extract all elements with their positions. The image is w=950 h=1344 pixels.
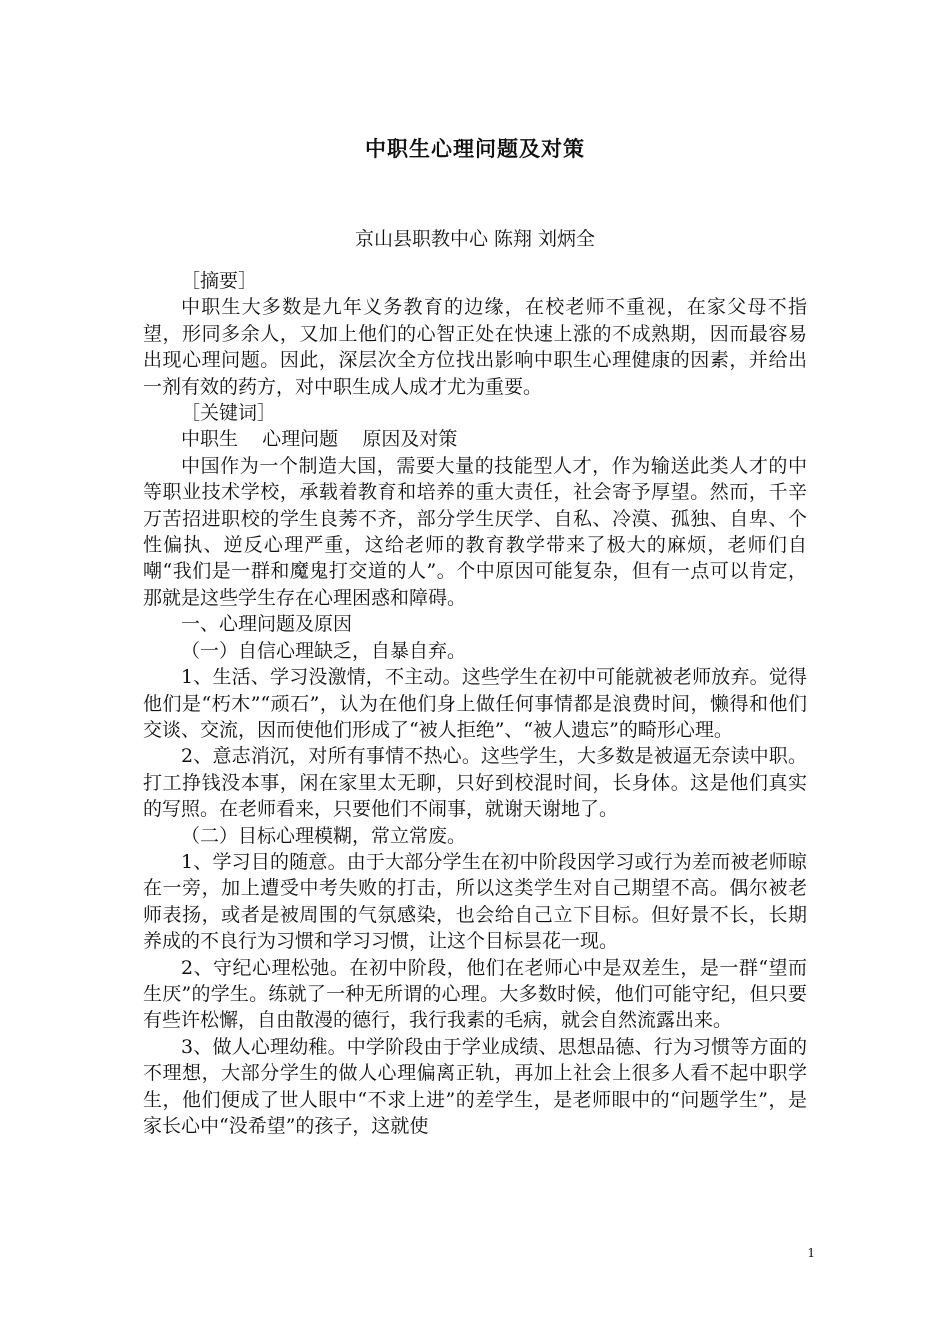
subsection-heading: （二）目标心理模糊，常立常废。 [181,824,467,847]
body-paragraph: 1、学习目的随意。由于大部分学生在初中阶段因学习或行为差而被老师晾在一旁，加上遭受中考失败的打击，所以这类学生对自己期望不高。偶尔被老师表扬，或者是被周围的气氛感染，也会给自己立下目标。但好景不长，长期养成的不良行为习惯和学习习惯，让这个目标昙花一现。 [143,850,807,953]
body-paragraph: 2、守纪心理松弛。在初中阶段，他们在老师心中是双差生，是一群“望而生厌”的学生。练就了一种无所谓的心理。大多数时候，他们可能守纪，但只要有些许松懈，自由散漫的德行，我行我素的毛病，就会自然流露出来。 [143,956,807,1032]
body-paragraph: 1、生活、学习没激情，不主动。这些学生在初中可能就被老师放弃。觉得他们是“朽木”“顽石”，认为在他们身上做任何事情都是浪费时间，懒得和他们交谈、交流，因而使他们形成了“被人拒绝”、“被人遗忘”的畸形心理。 [143,666,807,741]
keywords-heading: ［关键词］ [181,402,277,425]
document-body [143,268,807,1139]
document-title: 中职生心理问题及对策 [365,137,585,161]
keywords-line: 中职生 心理问题 原因及对策 [181,428,458,451]
author-line: 京山县职教中心 陈翔 刘炳全 [354,228,596,250]
body-paragraph: 3、做人心理幼稚。中学阶段由于学业成绩、思想品德、行为习惯等方面的不理想，大部分学生的做人心理偏离正轨，再加上社会上很多人看不起中职学生，他们便成了世人眼中“不求上进”的差学生，是老师眼中的“问题学生”，是家长心中“没希望”的孩子，这就使 [143,1035,807,1137]
body-paragraph: 中国作为一个制造大国，需要大量的技能型人才，作为输送此类人才的中等职业技术学校，承载着教育和培养的重大责任，社会寄予厚望。然而，千辛万苦招进职校的学生良莠不齐，部分学生厌学、自私、冷漠、孤独、自卑、个性偏执、逆反心理严重，这给老师的教育教学带来了极大的麻烦，老师们自嘲“我们是一群和魔鬼打交道的人”。个中原因可能复杂，但有一点可以肯定，那就是这些学生存在心理困惑和障碍。 [143,454,807,609]
abstract-paragraph: 中职生大多数是九年义务教育的边缘，在校老师不重视，在家父母不指望，形同多余人，又加上他们的心智正处在快速上涨的不成熟期，因而最容易出现心理问题。因此，深层次全方位找出影响中职生心理健康的因素，并给出一剂有效的药方，对中职生成人成才尤为重要。 [143,296,807,398]
page-number: 1 [807,1246,815,1260]
subsection-heading: （一）自信心理缺乏，自暴自弃。 [181,639,467,662]
abstract-heading: ［摘要］ [181,270,258,292]
body-paragraph: 2、意志消沉，对所有事情不热心。这些学生，大多数是被逼无奈读中职。打工挣钱没本事，闲在家里太无聊，只好到校混时间，长身体。这是他们真实的写照。在老师看来，只要他们不闹事，就谢天谢地了。 [143,745,807,821]
section-heading: 一、心理问题及原因 [181,613,353,636]
